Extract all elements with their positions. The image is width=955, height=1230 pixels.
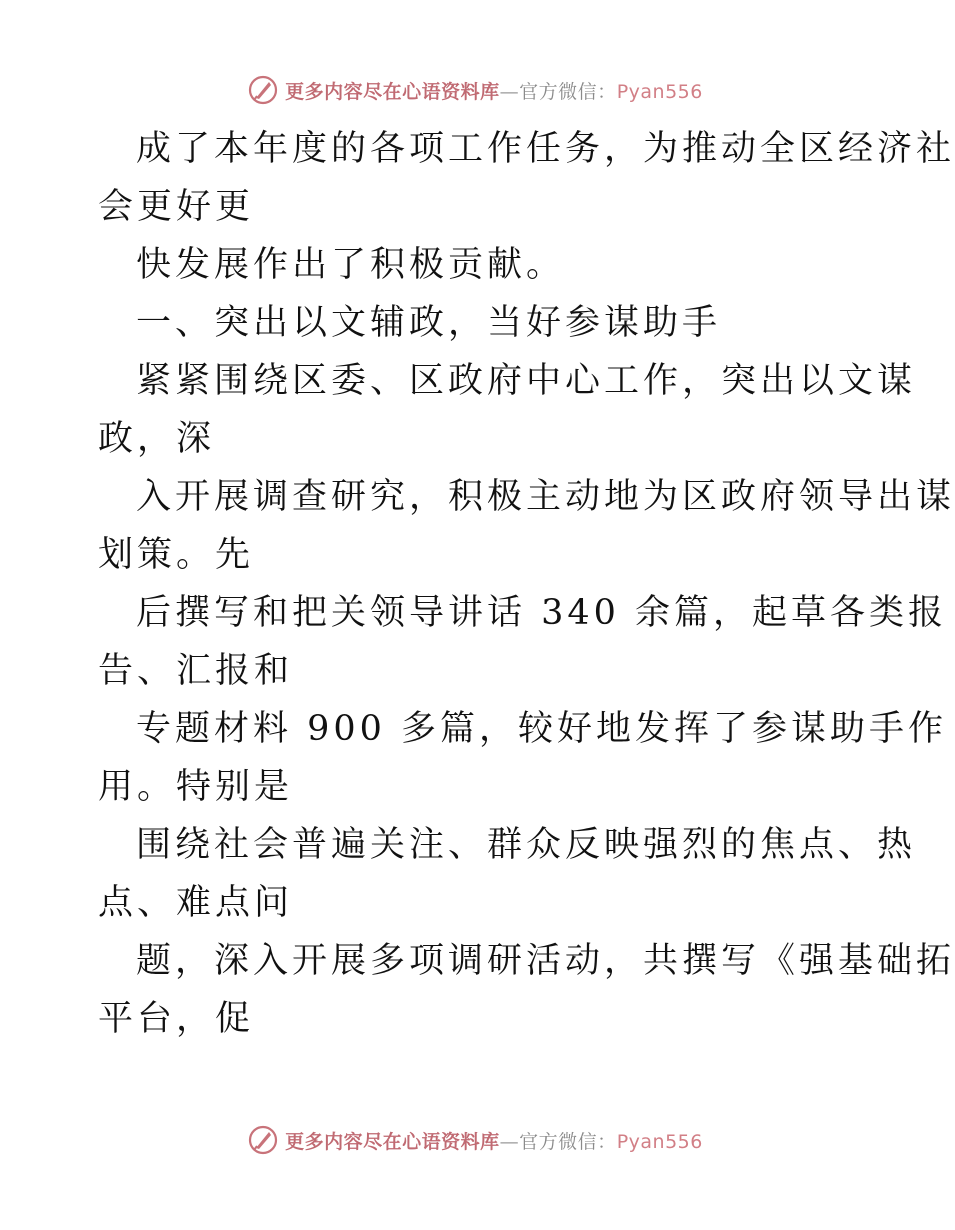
section-heading: 一、突出以文辅政，当好参谋助手 [136,303,722,343]
document-body [98,120,955,1048]
header-wechat-id: Pyan556 [616,80,703,103]
body-line-6: 政，深 [98,419,216,459]
body-line-12: 用。特别是 [98,767,294,807]
body-line-14: 点、难点问 [98,883,294,923]
body-line-11: 专题材料 900 多篇，较好地发挥了参谋助手作 [136,709,948,749]
header-site-text: 更多内容尽在心语资料库 [285,80,500,103]
body-line-8: 划策。先 [98,535,255,575]
body-line-13: 围绕社会普遍关注、群众反映强烈的焦点、热 [136,825,917,865]
feather-pen-logo-icon [247,1124,279,1156]
body-line-7: 入开展调查研究，积极主动地为区政府领导出谋 [136,477,955,517]
feather-pen-logo-icon [247,74,279,106]
body-line-9: 后撰写和把关领导讲话 340 余篇，起草各类报 [136,593,948,633]
footer-watermark-text [285,1127,703,1154]
header-wechat-label: 官方微信： [519,80,617,103]
header-watermark-text [285,77,703,104]
body-line-10: 告、汇报和 [98,651,294,691]
footer-wechat-label: 官方微信： [519,1130,617,1153]
footer-separator: — [499,1130,520,1153]
body-line-3: 快发展作出了积极贡献。 [136,245,566,285]
body-line-5: 紧紧围绕区委、区政府中心工作，突出以文谋 [136,361,917,401]
header-watermark [0,70,950,110]
footer-wechat-id: Pyan556 [616,1130,703,1153]
body-line-2: 会更好更 [98,187,255,227]
footer-watermark [0,1120,950,1160]
body-line-15: 题，深入开展多项调研活动，共撰写《强基础拓 [136,941,955,981]
body-line-1: 成了本年度的各项工作任务，为推动全区经济社 [136,129,955,169]
header-separator: — [499,80,520,103]
footer-site-text: 更多内容尽在心语资料库 [285,1130,500,1153]
body-line-16: 平台，促 [98,999,255,1039]
